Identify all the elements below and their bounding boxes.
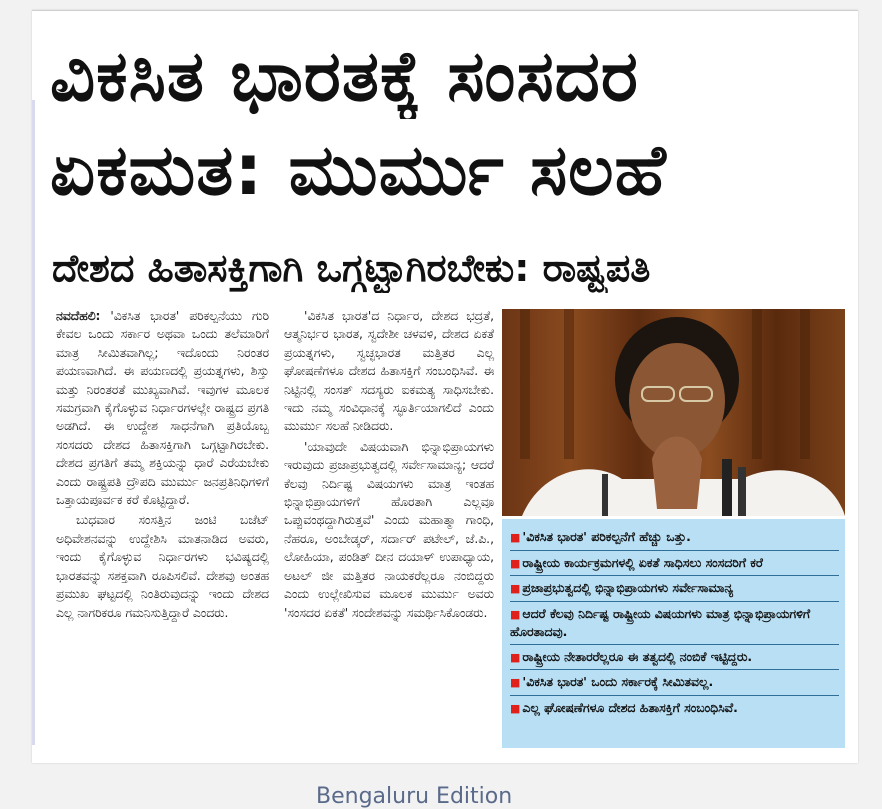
article-paragraph: 'ವಿಕಸಿತ ಭಾರತ'ದ ನಿರ್ಧಾರ, ದೇಶದ ಭದ್ರತೆ, ಆತ್ಮನಿರ್ಭರ ಭಾರತ, ಸ್ವದೇಶೀ ಚಳವಳಿ, ದೇಶದ ಏಕತೆ ಪ್ರಯತ್ನಗಳು, ಸ್ವಚ್ಛಭಾರತ ಮತ್ತಿತರ ಎಲ್ಲ ಘೋಷಣೆಗಳೂ ದೇಶದ ಹಿತಾಸಕ್ತಿಗೆ ಸಂಬಂಧಿಸಿವೆ. ಈ ನಿಟ್ಟಿನಲ್ಲಿ ಸಂಸತ್ ಸದಸ್ಯರು ಐಕಮತ್ಯ ಸಾಧಿಸಬೇಕು. ಇದು ನಮ್ಮ ಸಂವಿಧಾನಕ್ಕೆ ಸ್ಫೂರ್ತಿಯಾಗಲಿದೆ ಎಂದು ಮುರ್ಮು ಸಲಹೆ ನೀಡಿದರು. bbox=[284, 309, 494, 434]
bullet-marker: ■ bbox=[510, 650, 521, 664]
subheadline: ದೇಶದ ಹಿತಾಸಕ್ತಿಗಾಗಿ ಒಗ್ಗಟ್ಟಾಗಿರಬೇಕು: ರಾಷ್ಟ್ರಪತಿ bbox=[52, 246, 651, 290]
paragraph-text: 'ವಿಕಸಿತ ಭಾರತ' ಪರಿಕಲ್ಪನೆಯು ಗುರಿ ಕೇವಲ ಒಂದು ಸರ್ಕಾರ ಅಥವಾ ಒಂದು ತಲೆಮಾರಿಗೆ ಮಾತ್ರ ಸೀಮಿತವಾಗಿಲ್ಲ; ಇದೊಂದು ನಿರಂತರ ಪಯಣವಾಗಿದೆ. ಈ ಪಯಣದಲ್ಲಿ ಪ್ರಯತ್ನಗಳು, ಶಿಸ್ತು ಮತ್ತು ನಿರಂತರತೆ ಮುಖ್ಯವಾಗಿವೆ. ಇವುಗಳ ಮೂಲಕ ಸಮಗ್ರವಾಗಿ ಕೈಗೊಳ್ಳುವ ನಿರ್ಧಾರಗಳಲ್ಲೇ ರಾಷ್ಟ್ರದ ಪ್ರಗತಿ ಅಡಗಿದೆ. ಈ ಉದ್ದೇಶ ಸಾಧನೆಗಾಗಿ ಪ್ರತಿಯೊಬ್ಬ ಸಂಸದರು ದೇಶದ ಹಿತಾಸಕ್ತಿಗಾಗಿ ಒಗ್ಗಟ್ಟಾಗಿರಬೇಕು. ದೇಶದ ಪ್ರಗತಿಗೆ ತಮ್ಮ ಶಕ್ತಿಯನ್ನು ಧಾರೆ ಎರೆಯಬೇಕು ಎಂದು ರಾಷ್ಟ್ರಪತಿ ದ್ರೌಪದಿ ಮುರ್ಮು ಜನಪ್ರತಿನಿಧಿಗಳಿಗೆ ಒತ್ತಾಯಪೂರ್ವಕ ಕರೆ ಕೊಟ್ಟಿದ್ದಾರೆ. bbox=[56, 309, 269, 508]
highlights-box bbox=[502, 519, 845, 748]
article-column-1 bbox=[56, 307, 269, 624]
headline-line-1: ವಿಕಸಿತ ಭಾರತಕ್ಕೆ ಸಂಸದರ bbox=[50, 35, 639, 117]
highlight-text: ರಾಷ್ಟ್ರೀಯ ಕಾರ್ಯಕ್ರಮಗಳಲ್ಲಿ ಏಕತೆ ಸಾಧಿಸಲು ಸಂಸದರಿಗೆ ಕರೆ bbox=[522, 554, 763, 570]
bullet-marker: ■ bbox=[510, 607, 521, 621]
newspaper-clipping bbox=[32, 10, 858, 763]
highlight-text: ಆದರೆ ಕೆಲವು ನಿರ್ದಿಷ್ಟ ರಾಷ್ಟ್ರೀಯ ವಿಷಯಗಳು ಮಾತ್ರ ಭಿನ್ನಾಭಿಪ್ರಾಯಗಳಿಗೆ ಹೊರತಾದವು. bbox=[510, 605, 811, 639]
article-paragraph bbox=[56, 307, 269, 509]
bullet-marker: ■ bbox=[510, 582, 521, 595]
president-photo bbox=[502, 309, 845, 516]
bullet-marker: ■ bbox=[510, 531, 521, 544]
dateline: ನವದೆಹಲಿ: bbox=[56, 309, 101, 323]
highlight-item bbox=[510, 576, 839, 602]
article-column-2 bbox=[284, 307, 494, 624]
bullet-marker: ■ bbox=[510, 701, 521, 715]
bullet-marker: ■ bbox=[510, 556, 521, 570]
headline-line-2: ಏಕಮತ: ಮುರ್ಮು ಸಲಹೆ bbox=[50, 129, 667, 211]
article-paragraph: ಬುಧವಾರ ಸಂಸತ್ತಿನ ಜಂಟಿ ಬಜೆಟ್ ಅಧಿವೇಶನವನ್ನು ಉದ್ದೇಶಿಸಿ ಮಾತನಾಡಿದ ಅವರು, ಇಂದು ಕೈಗೊಳ್ಳುವ ನಿರ್ಧಾರಗಳು ಭವಿಷ್ಯದಲ್ಲಿ ಭಾರತವನ್ನು ಸಶಕ್ತವಾಗಿ ರೂಪಿಸಲಿವೆ. ದೇಶವು ಅಂತಹ ಪ್ರಮುಖ ಘಟ್ಟದಲ್ಲಿ ನಿಂತಿರುವುದನ್ನು ಇಂದು ದೇಶದ ಎಲ್ಲ ನಾಗರಿಕರೂ ಗಮನಿಸುತ್ತಿದ್ದಾರೆ ಎಂದರು. bbox=[56, 513, 269, 620]
highlight-item bbox=[510, 670, 839, 696]
edition-label: Bengaluru Edition bbox=[316, 784, 513, 809]
highlight-text: 'ವಿಕಸಿತ ಭಾರತ' ಪರಿಕಲ್ಪನೆಗೆ ಹೆಚ್ಚು ಒತ್ತು. bbox=[522, 529, 691, 544]
highlight-item bbox=[510, 602, 839, 645]
article-paragraph: 'ಯಾವುದೇ ವಿಷಯವಾಗಿ ಭಿನ್ನಾಭಿಪ್ರಾಯಗಳು ಇರುವುದು ಪ್ರಜಾಪ್ರಭುತ್ವದಲ್ಲಿ ಸರ್ವೇಸಾಮಾನ್ಯ; ಆದರೆ ಕೆಲವು ನಿರ್ದಿಷ್ಟ ವಿಷಯಗಳು ಮಾತ್ರ ಇಂತಹ ಭಿನ್ನಾಭಿಪ್ರಾಯಗಳಿಗೆ ಹೊರತಾಗಿ ಎಲ್ಲವೂ ಒಪ್ಪುವಂಥದ್ದಾಗಿರುತ್ತವೆ' ಎಂದು ಮಹಾತ್ಮಾ ಗಾಂಧಿ, ನೆಹರೂ, ಅಂಬೇಡ್ಕರ್, ಸರ್ದಾರ್ ಪಟೇಲ್, ಜೆ.ಪಿ., ಲೋಹಿಯಾ, ಪಂಡಿತ್ ದೀನ ದಯಾಳ್ ಉಪಾಧ್ಯಾಯ, ಅಟಲ್ ಜೀ ಮತ್ತಿತರ ನಾಯಕರೆಲ್ಲರೂ ನಂಬಿದ್ದರು ಎಂದು ಉಲ್ಲೇಖಿಸುವ ಮೂಲಕ ಮುರ್ಮು ಅವರು 'ಸಂಸದರ ಏಕತೆ' ಸಂದೇಶವನ್ನು ಸಮರ್ಥಿಸಿಕೊಂಡರು. bbox=[284, 439, 494, 620]
highlight-text: ರಾಷ್ಟ್ರೀಯ ನೇತಾರರೆಲ್ಲರೂ ಈ ತತ್ವದಲ್ಲಿ ನಂಬಿಕೆ ಇಟ್ಟಿದ್ದರು. bbox=[522, 648, 753, 664]
bullet-marker: ■ bbox=[510, 676, 521, 689]
highlight-item bbox=[510, 525, 839, 551]
highlight-item bbox=[510, 645, 839, 671]
highlight-text: ಎಲ್ಲ ಘೋಷಣೆಗಳೂ ದೇಶದ ಹಿತಾಸಕ್ತಿಗೆ ಸಂಬಂಧಿಸಿವೆ. bbox=[522, 699, 738, 715]
highlight-item bbox=[510, 551, 839, 577]
page-edge-rule bbox=[32, 100, 35, 745]
photo-illustration bbox=[502, 309, 845, 516]
highlight-text: 'ವಿಕಸಿತ ಭಾರತ' ಒಂದು ಸರ್ಕಾರಕ್ಕೆ ಸೀಮಿತವಲ್ಲ. bbox=[522, 674, 714, 689]
highlight-text: ಪ್ರಜಾಪ್ರಭುತ್ವದಲ್ಲಿ ಭಿನ್ನಾಭಿಪ್ರಾಯಗಳು ಸರ್ವೇಸಾಮಾನ್ಯ bbox=[522, 580, 734, 595]
highlight-item bbox=[510, 696, 839, 721]
